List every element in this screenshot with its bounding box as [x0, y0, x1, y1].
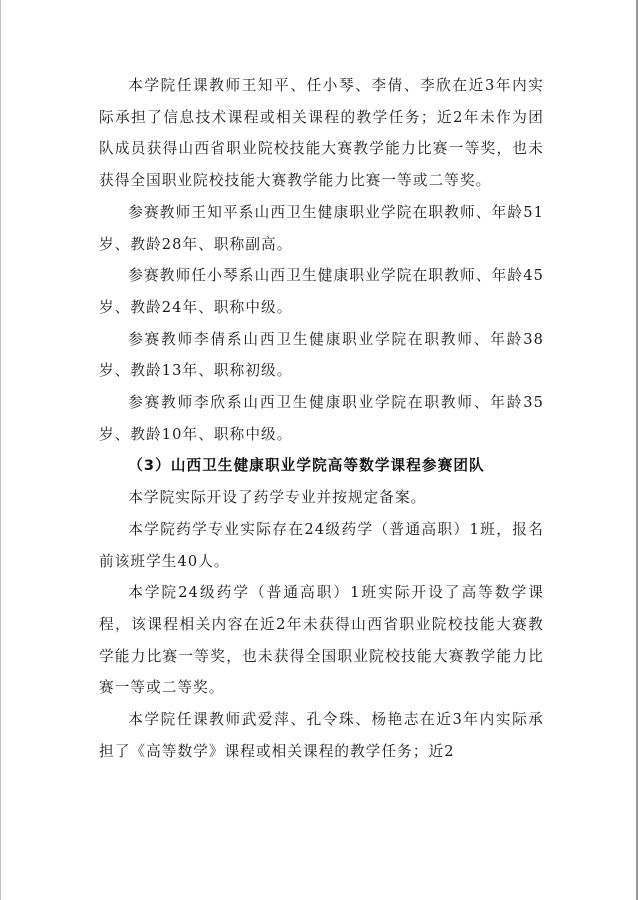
paragraph-pharmacy-class: 本学院药学专业实际存在24级药学（普通高职）1班，报名前该班学生40人。 [99, 520, 544, 570]
paragraph-teacher-li-qian: 参赛教师李倩系山西卫生健康职业学院在职教师、年龄38岁、教龄13年、职称初级。 [99, 330, 544, 380]
paragraph-math-course: 本学院24级药学（普通高职）1班实际开设了高等数学课程，该课程相关内容在近2年未获得山西省职业院校技能大赛教学能力比赛一等奖，也未获得全国职业院校技能大赛教学能力比赛一等或二等奖。 [99, 584, 544, 697]
section-heading-math-team: （3）山西卫生健康职业学院高等数学课程参赛团队 [128, 457, 485, 475]
document-body [99, 70, 544, 767]
paragraph-pharmacy-major: 本学院实际开设了药学专业并按规定备案。 [128, 489, 427, 507]
paragraph-teacher-ren-xiaoqin: 参赛教师任小琴系山西卫生健康职业学院在职教师、年龄45岁、教龄24年、职称中级。 [99, 267, 544, 316]
paragraph-math-teachers: 本学院任课教师武爱萍、孔令珠、杨艳志在近3年内实际承担了《高等数学》课程或相关课程的教学任务；近2 [99, 711, 544, 760]
paragraph-teachers-info-tech: 本学院任课教师王知平、任小琴、李倩、李欣在近3年内实际承担了信息技术课程或相关课程的教学任务；近2年未作为团队成员获得山西省职业院校技能大赛教学能力比赛一等奖，也未获得全国职业院校技能大赛教学能力比赛一等或二等奖。 [99, 77, 544, 190]
paragraph-teacher-li-xin: 参赛教师李欣系山西卫生健康职业学院在职教师、年龄35岁、教龄10年、职称中级。 [99, 394, 544, 443]
paragraph-teacher-wang-zhiping: 参赛教师王知平系山西卫生健康职业学院在职教师、年龄51岁、教龄28年、职称副高。 [99, 203, 544, 253]
page-border-left [0, 0, 1, 900]
